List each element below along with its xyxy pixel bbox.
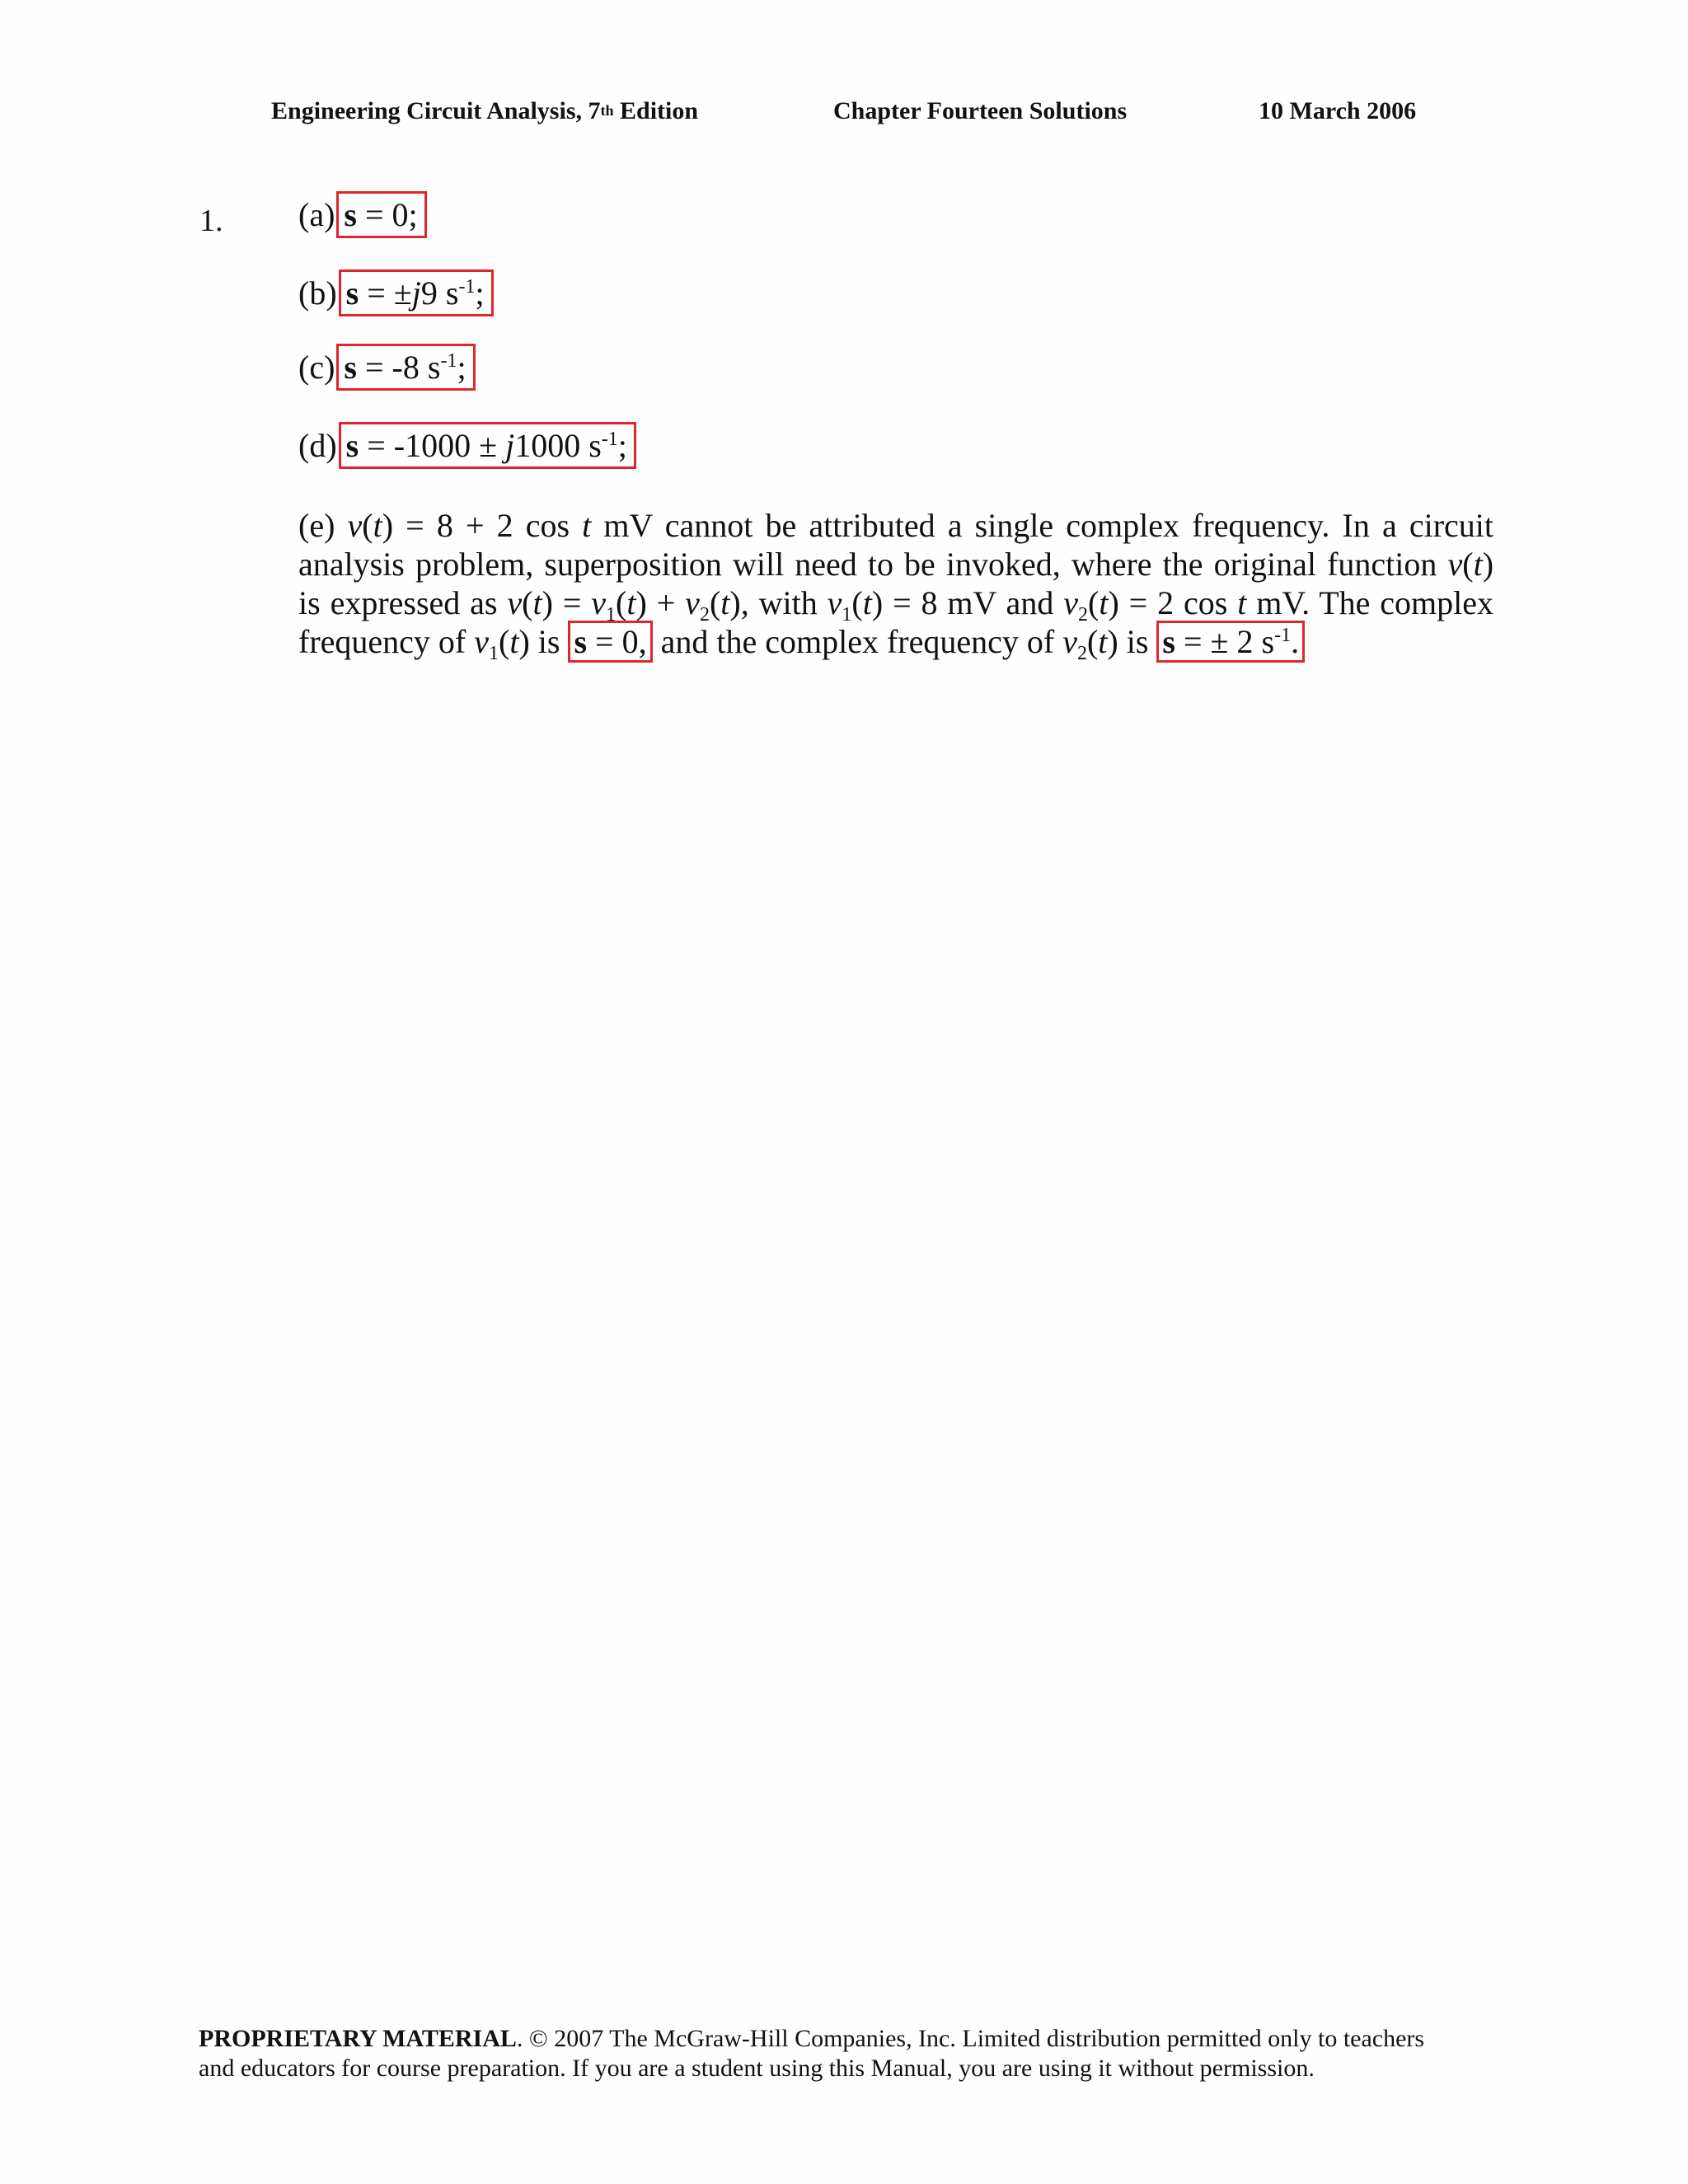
part-c-label: (c) — [298, 349, 335, 386]
footer-copyright — [199, 2024, 1424, 2083]
part-d-label: (d) — [298, 427, 337, 464]
part-b-label: (b) — [298, 274, 337, 312]
part-e-line-1: (e) v(t) = 8 + 2 cos t mV cannot be attributed a single complex frequency. In a circuit — [298, 507, 1493, 544]
answer-box-b: s = ±j9 $s^{-1}$; — [339, 269, 494, 316]
part-e-line-2: analysis problem, superposition will need to be invoked, where the original function v(t) — [298, 546, 1494, 583]
answer-box-a: s = 0; — [336, 191, 426, 238]
part-e-line-3: is expressed as $v(t) = v_1(t) + v_2(t)$, with $v_1(t) = 8$ mV and $v_2(t) = 2$ cos t mV. The complex — [298, 584, 1494, 626]
header-chapter: Chapter Fourteen Solutions — [833, 97, 1128, 124]
part-e-line-4: frequency of $v_1(t)$ is s = 0, and the complex frequency of $v_2(t)$ is s = ± 2 $s^{-1}$. — [298, 622, 1493, 661]
part-c — [298, 344, 476, 391]
question-number: 1. — [199, 204, 223, 238]
header-date: 10 March 2006 — [1259, 97, 1417, 124]
answer-box-e1: s = 0, — [568, 621, 652, 663]
answer-box-e2: s = ± 2 $s^{-1}$. — [1156, 621, 1305, 663]
footer-line-2: and educators for course preparation. If you are a student using this Manual, you are using it without permission. — [199, 2055, 1315, 2082]
footer-line-1: PROPRIETARY MATERIAL. © 2007 The McGraw-Hill Companies, Inc. Limited distribution permitted only to teachers — [199, 2025, 1425, 2052]
part-e — [298, 506, 1494, 664]
answer-box-c: s = -8 $s^{-1}$; — [336, 344, 475, 391]
header-book-title: Engineering Circuit Analysis, 7th Edition — [271, 97, 699, 124]
part-d — [298, 422, 636, 469]
answer-box-d: s = -1000 ± j1000 $s^{-1}$; — [339, 422, 636, 469]
part-a — [298, 191, 427, 238]
part-a-label: (a) — [298, 196, 335, 233]
part-b — [298, 269, 494, 316]
